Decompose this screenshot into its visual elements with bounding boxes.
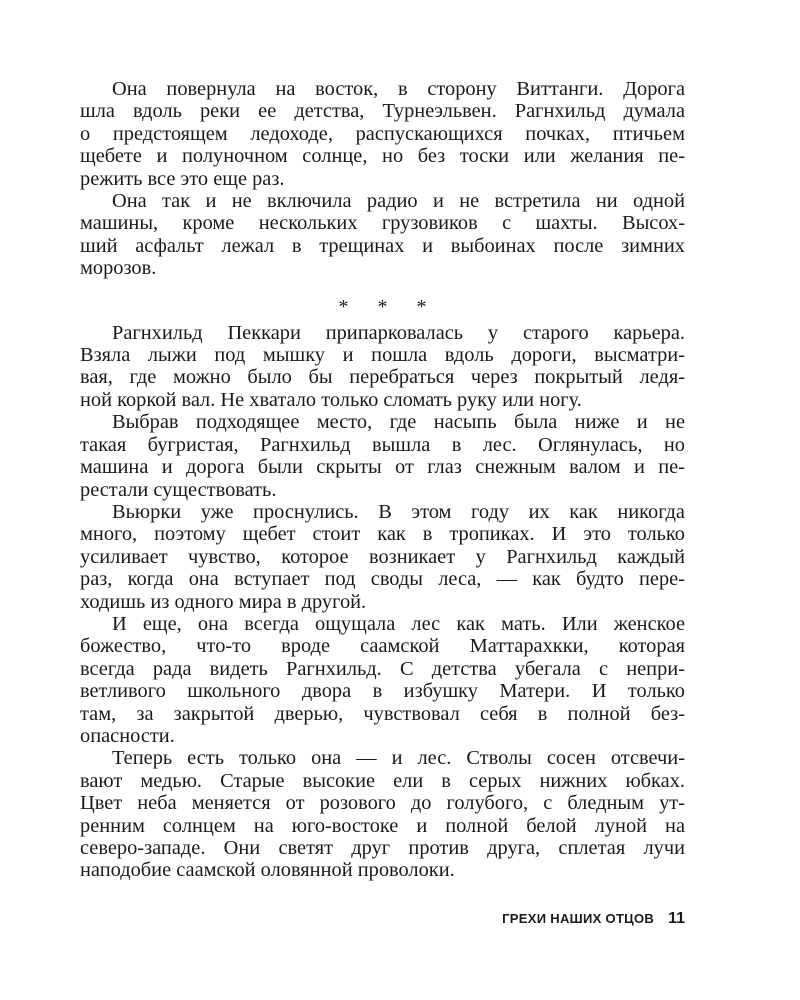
text-line: Она повернула на восток, в сторону Виттанги. Дорога [112, 78, 685, 100]
text-line: ходишь из одного мира в другой. [80, 590, 367, 613]
text-line: рестали существовать. [80, 478, 277, 501]
text-line: там, за закрытой дверью, чувствовал себя в полной без- [80, 702, 685, 725]
text-line: ренним солнцем на юго-востоке и полной белой луной на [80, 814, 685, 837]
text-line: Она так и не включила радио и не встретила ни одной [112, 190, 685, 213]
text-line: машина и дорога были скрыты от глаз снежным валом и пе- [80, 456, 685, 479]
text-line: раз, когда она вступает под своды леса, — как будто пере- [80, 568, 685, 591]
body-text [80, 78, 685, 882]
text-line: И еще, она всегда ощущала лес как мать. Или женское [112, 612, 685, 635]
text-line: о предстоящем ледоходе, распускающихся почках, птичьем [80, 122, 685, 145]
text-line: такая бугристая, Рагнхильд вышла в лес. Оглянулась, но [80, 433, 685, 456]
text-line: режить все это еще раз. [80, 167, 285, 190]
text-line: ший асфальт лежал в трещинах и выбоинах после зимних [80, 234, 685, 257]
text-line: опасности. [80, 724, 175, 747]
text-line: усиливает чувство, которое возникает у Рагнхильд каждый [80, 545, 685, 568]
section-separator: * * * [338, 295, 439, 318]
paragraph [80, 411, 685, 501]
text-line: машины, кроме нескольких грузовиков с шахты. Высох- [80, 212, 685, 235]
running-title: ГРЕХИ НАШИХ ОТЦОВ [502, 911, 655, 926]
paragraph [80, 501, 685, 613]
paragraph [80, 747, 685, 881]
section-after-break [80, 322, 685, 882]
paragraph [80, 78, 685, 190]
text-line: много, поэтому щебет стоит как в тропиках. И это только [80, 523, 685, 546]
paragraph [80, 613, 685, 747]
text-line: ветливого школьного двора в избушку Матери. И только [80, 680, 685, 703]
paragraph [80, 190, 685, 280]
text-line: всегда рада видеть Рагнхильд. С детства убегала с непри- [80, 657, 685, 680]
text-line: Вьюрки уже проснулись. В этом году их как никогда [112, 500, 685, 523]
text-line: вают медью. Старые высокие ели в серых нижних юбках. [80, 769, 685, 792]
page-number: 11 [668, 910, 685, 927]
page-footer [502, 910, 685, 928]
paragraph [80, 322, 685, 412]
text-line: ной коркой вал. Не хватало только сломать руку или ногу. [80, 388, 582, 411]
text-line: вая, где можно было бы перебраться через покрытый ледя- [80, 366, 685, 389]
text-line: Цвет неба меняется от розового до голубого, с бледным ут- [80, 792, 685, 815]
text-line: щебете и полуночном солнце, но без тоски или желания пе- [80, 145, 685, 168]
section-before-break [80, 78, 685, 280]
text-line: Теперь есть только она — и лес. Стволы сосен отсвечи- [112, 747, 685, 770]
text-line: шла вдоль реки ее детства, Турнеэльвен. Рагнхильд думала [80, 100, 685, 123]
text-line: Рагнхильд Пеккари припарковалась у старого карьера. [112, 321, 685, 344]
text-line: морозов. [80, 257, 157, 280]
text-line: Выбрав подходящее место, где насыпь была ниже и не [112, 411, 685, 434]
text-line: божество, что-то вроде саамской Маттарахкки, которая [80, 635, 685, 658]
text-line: наподобие саамской оловянной проволоки. [80, 859, 455, 882]
text-line: Взяла лыжи под мышку и пошла вдоль дороги, высматри- [80, 344, 685, 367]
text-line: северо-западе. Они светят друг против друга, сплетая лучи [80, 837, 685, 859]
